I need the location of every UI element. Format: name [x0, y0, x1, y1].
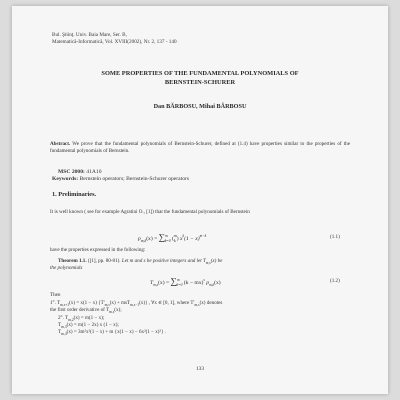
keywords-line: [52, 176, 189, 183]
after-eq1-text: have the properties expressed in the following:: [50, 247, 146, 253]
keywords-value: Bernstein operators; Bernstein-Schurer operators: [79, 176, 190, 182]
equation-1-1-number: (1.1): [330, 234, 340, 240]
paper-title-line2: BERNSTEIN-SCHURER: [164, 79, 236, 86]
keywords-label: Keywords:: [52, 176, 79, 182]
msc-value: 41A10: [86, 169, 102, 175]
theorem-line1: Theorem 1.1. ([1], pp. 80-81). Let m and s be positive integers and let $T_{m,s}(x)$ be: [58, 258, 223, 266]
journal-header-line2: Matematică-Informatică, Vol. XVIII(2002), Nr. 2, 137 - 140: [52, 39, 177, 45]
section-heading: 1. Preliminaries.: [52, 191, 97, 198]
equation-1-1: $p_{m,k}(x) = \sum^m_{k=0}$ ( m k ) $x^k(1 - x)^{m-k}$: [138, 232, 207, 244]
property-1: 1°. $T_{m,s+1}(x) = x(1 - x) \{T'_{m,s}(x) + msT_{m,s-1}(x)\}$ , ∀x ∈ [0, 1], where $T'_{m,s}(x)$ denotes: [50, 300, 223, 308]
page-number: 133: [195, 366, 205, 372]
journal-header-line1: Bul. Ştiinţ. Univ. Baia Mare, Ser. B,: [52, 32, 127, 38]
equation-1-2: $T_{m,s}(x) = \sum^m_{k=0}$ (k − mx)$^s$ $p_{m,k}(x)$: [150, 276, 221, 288]
then-text: Then: [50, 292, 61, 298]
property-4: $T_{m,4}(x) = 3m^2x^2(1 - x) + m$ {x(1 − x) − 6x²(1 − x)²} .: [58, 329, 167, 337]
equation-1-2-number: (1.2): [330, 278, 340, 284]
paper-page: [12, 6, 388, 394]
abstract-paragraph: [50, 141, 350, 155]
abstract-label: Abstract.: [50, 141, 71, 147]
property-3: $T_{m,3}(x) = m(1 - 2x)$ x (1 − x);: [58, 322, 119, 330]
theorem-text: Let m and s be positive integers and let T: [121, 258, 206, 264]
msc-line: [58, 169, 102, 176]
msc-label: MSC 2000:: [58, 169, 85, 175]
theorem-ref: ([1], pp. 80-81).: [87, 258, 121, 264]
intro-paragraph: It is well known ( see for example Agratini O., [1]) that the fundamental polynomials of Bernstein: [50, 209, 250, 215]
property-1-continued: the first order derivative of $T_{m,s}(x)$;: [50, 307, 122, 315]
paper-title-line1: SOME PROPERTIES OF THE FUNDAMENTAL POLYNOMIALS OF: [101, 70, 299, 77]
theorem-label: Theorem 1.1.: [58, 258, 87, 264]
paper-authors: Dan BĂRBOSU, Mihai BĂRBOSU: [153, 103, 247, 110]
property-2: 2°. $T_{m,2}(x) = m(1 - x)$;: [58, 315, 105, 323]
abstract-text: We prove that the fundamental polynomials of Bernstein-Schurer, defined at (1.4) have properties similar to the properties of the fundamental polynomials of Bernstein.: [50, 141, 350, 155]
theorem-line2: the polynomials: [50, 265, 83, 271]
